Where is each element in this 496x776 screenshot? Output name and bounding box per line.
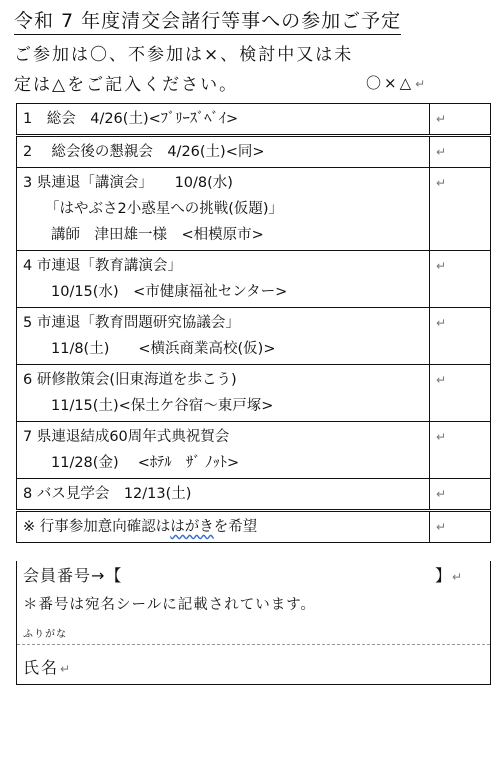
member-number-label: 会員番号→【 [23, 566, 123, 585]
notice-emphasis: はがき [170, 519, 214, 535]
table-row [17, 479, 491, 511]
event-cell: 2 総会後の懇親会 4/26(土)<同> [17, 136, 430, 168]
answer-cell[interactable]: ↵ [430, 422, 491, 479]
event-cell: 7 県連退結成60周年式典祝賀会 11/28(金) <ﾎﾃﾙ ｻﾞ ﾉｯﾄ> [17, 422, 430, 479]
answer-cell[interactable]: ↵ [430, 251, 491, 308]
name-field[interactable]: 氏名↵ [23, 658, 73, 677]
answer-cell[interactable]: ↵ [430, 104, 491, 136]
answer-cell[interactable]: ↵ [430, 511, 491, 543]
event-cell: 6 研修散策会(旧東海道を歩こう) 11/15(土)<保土ケ谷宿～東戸塚> [17, 365, 430, 422]
symbol-legend: 〇×△↵ [366, 74, 429, 92]
answer-cell[interactable]: ↵ [430, 136, 491, 168]
answer-cell[interactable]: ↵ [430, 479, 491, 511]
notice-suffix: を希望 [213, 519, 258, 535]
document-title: 令和 7 年度清交会諸行等事への参加ご予定 [14, 6, 401, 35]
member-form [16, 561, 491, 685]
notice-cell [17, 511, 430, 543]
answer-cell[interactable]: ↵ [430, 308, 491, 365]
table-row [17, 511, 491, 543]
event-cell: 4 市連退「教育講演会」 10/15(水) <市健康福祉センター> [17, 251, 430, 308]
furigana-divider [17, 644, 490, 645]
table-row [17, 168, 491, 251]
table-row [17, 251, 491, 308]
answer-cell[interactable]: ↵ [430, 365, 491, 422]
table-row [17, 308, 491, 365]
member-number-note: ＊番号は宛名シールに記載されています。 [23, 597, 317, 613]
table-row [17, 422, 491, 479]
table-row [17, 104, 491, 136]
member-number-field[interactable]: 】↵ [435, 566, 463, 585]
answer-cell[interactable]: ↵ [430, 168, 491, 251]
event-cell: 5 市連退「教育問題研究協議会」 11/8(土) <横浜商業高校(仮)> [17, 308, 430, 365]
furigana-label: ふりがな [23, 629, 67, 640]
event-cell: 8 バス見学会 12/13(土) [17, 479, 430, 511]
table-row [17, 136, 491, 168]
event-cell: 1 総会 4/26(土)<ﾌﾞﾘｰｽﾞﾍﾞｲ> [17, 104, 430, 136]
event-table [16, 103, 491, 543]
intro-line-2: 定は△をご記入ください。 [14, 75, 239, 95]
table-row [17, 365, 491, 422]
intro-line-1: ご参加は〇、不参加は×、検討中又は未 [14, 45, 354, 65]
notice-prefix: ※ 行事参加意向確認は [23, 519, 171, 535]
event-cell: 3 県連退「講演会」 10/8(水) 「はやぶさ2小惑星への挑戦(仮題)」 講師 津田雄一様 <相模原市> [17, 168, 430, 251]
